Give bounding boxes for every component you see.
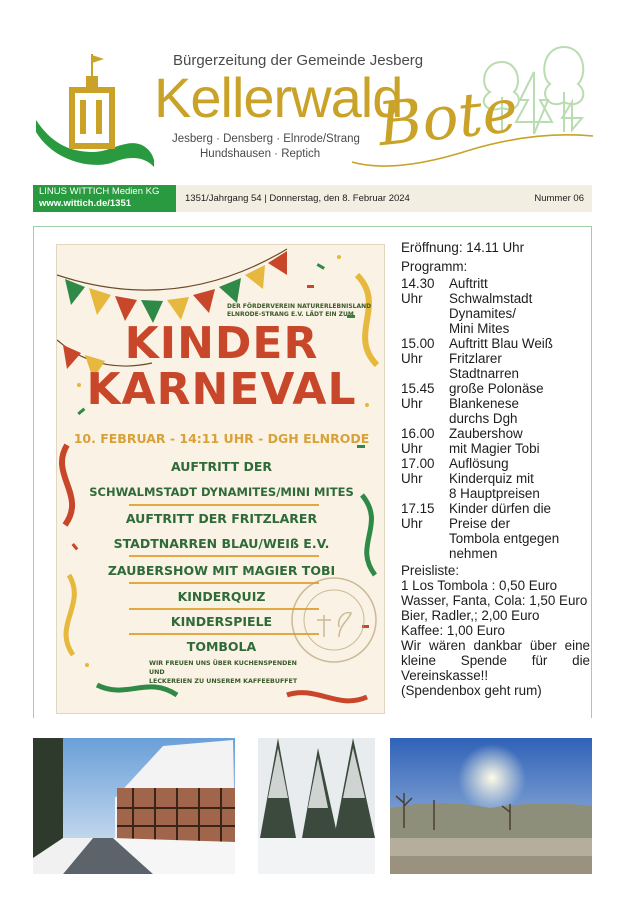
poster-footer-line-1: WIR FREUEN UNS ÜBER KUCHENSPENDEN UND bbox=[149, 660, 297, 676]
publisher-name: LINUS WITTICH Medien KG bbox=[39, 186, 160, 197]
closing-text: Wir wären dankbar über eine kleine Spende für die Vereinskasse!! bbox=[401, 638, 590, 683]
poster-headline-2: KARNEVAL bbox=[86, 364, 357, 415]
villages-line-2: Hundshausen · Reptich bbox=[200, 148, 321, 160]
publisher-website[interactable]: www.wittich.de/1351 bbox=[39, 198, 132, 209]
program-uhr: Uhr bbox=[401, 441, 423, 456]
program-time: 17.00 bbox=[401, 456, 435, 471]
program-desc: Kinderquiz mit bbox=[449, 471, 534, 486]
masthead-title-script: Bote bbox=[374, 75, 522, 161]
poster-line-5: ZAUBERSHOW MIT MAGIER TOBI bbox=[107, 563, 336, 578]
issue-bar bbox=[176, 185, 592, 212]
half-timbered-house-winter-photo bbox=[33, 738, 235, 874]
program-desc: große Polonäse bbox=[449, 381, 544, 396]
price-item: Bier, Radler,; 2,00 Euro bbox=[401, 608, 540, 623]
price-item: Kaffee: 1,00 Euro bbox=[401, 623, 505, 638]
closing-note: (Spendenbox geht rum) bbox=[401, 683, 542, 698]
article-text bbox=[401, 240, 590, 698]
program-desc: Dynamites/ bbox=[449, 306, 516, 321]
program-desc: Mini Mites bbox=[449, 321, 510, 336]
poster-line-8: TOMBOLA bbox=[186, 639, 257, 654]
masthead bbox=[0, 0, 625, 182]
program-desc: Kinder dürfen die bbox=[449, 501, 551, 516]
villages-line-1: Jesberg · Densberg · Elnrode/Strang bbox=[172, 133, 360, 145]
poster-verein-text bbox=[227, 303, 382, 319]
opening-time: Eröffnung: 14.11 Uhr bbox=[401, 240, 525, 255]
program-uhr: Uhr bbox=[401, 351, 423, 366]
winter-sun-field-photo bbox=[390, 738, 592, 874]
program-heading: Programm: bbox=[401, 259, 468, 274]
program-time: 15.45 bbox=[401, 381, 435, 396]
program-item bbox=[401, 501, 590, 561]
castle-tower-icon bbox=[34, 52, 156, 167]
program-desc: durchs Dgh bbox=[449, 411, 518, 426]
program-item bbox=[401, 336, 590, 381]
event-poster bbox=[56, 244, 385, 714]
snowy-forest-photo bbox=[258, 738, 375, 874]
program-uhr: Uhr bbox=[401, 396, 423, 411]
program-desc: mit Magier Tobi bbox=[449, 441, 540, 456]
prices-heading: Preisliste: bbox=[401, 563, 460, 578]
poster-line-7: KINDERSPIELE bbox=[170, 614, 273, 629]
poster-line-2: SCHWALMSTADT DYNAMITES/MINI MITES bbox=[89, 485, 354, 499]
program-uhr: Uhr bbox=[401, 471, 423, 486]
program-desc: Zaubershow bbox=[449, 426, 523, 441]
program-desc: 8 Hauptpreisen bbox=[449, 486, 540, 501]
poster-line-6: KINDERQUIZ bbox=[177, 589, 266, 604]
program-desc: Auftritt bbox=[449, 276, 488, 291]
program-desc: Fritzlarer bbox=[449, 351, 502, 366]
program-uhr: Uhr bbox=[401, 291, 423, 306]
publisher-box bbox=[33, 185, 176, 212]
poster-rule bbox=[129, 504, 319, 506]
program-uhr: Uhr bbox=[401, 516, 423, 531]
price-item: Wasser, Fanta, Cola: 1,50 Euro bbox=[401, 593, 588, 608]
masthead-subtitle: Bürgerzeitung der Gemeinde Jesberg bbox=[173, 52, 424, 69]
poster-rule bbox=[129, 555, 319, 557]
issue-number: Nummer 06 bbox=[534, 193, 584, 204]
poster-verein-line-2: ELNRODE-STRANG E.V. LÄDT EIN ZUM bbox=[227, 311, 354, 318]
price-item: 1 Los Tombola : 0,50 Euro bbox=[401, 578, 558, 593]
poster-line-3: AUFTRITT DER FRITZLARER bbox=[125, 511, 318, 526]
program-desc: Preise der bbox=[449, 516, 511, 531]
program-desc: Auflösung bbox=[449, 456, 509, 471]
poster-line-4: STADTNARREN BLAU/WEIß E.V. bbox=[113, 536, 330, 551]
program-item bbox=[401, 276, 590, 336]
poster-line-1: AUFTRITT DER bbox=[170, 459, 272, 474]
program-desc: Stadtnarren bbox=[449, 366, 519, 381]
vereinsstempel-icon bbox=[289, 575, 379, 665]
poster-headline-1: KINDER bbox=[124, 318, 319, 369]
program-desc: nehmen bbox=[449, 546, 498, 561]
program-desc: Schwalmstadt bbox=[449, 291, 533, 306]
program-desc: Auftritt Blau Weiß bbox=[449, 336, 553, 351]
program-item bbox=[401, 426, 590, 456]
poster-verein-line-1: DER FÖRDERVEREIN NATURERLEBNISLAND bbox=[227, 303, 372, 310]
poster-footer-line-2: LECKEREIEN ZU UNSEREM KAFFEEBUFFET bbox=[149, 678, 298, 685]
program-desc: Blankenese bbox=[449, 396, 519, 411]
program-desc: Tombola entgegen bbox=[449, 531, 560, 546]
program-item bbox=[401, 456, 590, 501]
program-time: 15.00 bbox=[401, 336, 435, 351]
poster-footer bbox=[149, 659, 299, 686]
program-time: 16.00 bbox=[401, 426, 435, 441]
program-item bbox=[401, 381, 590, 426]
issue-info: 1351/Jahrgang 54 | Donnerstag, den 8. Februar 2024 bbox=[185, 193, 410, 204]
program-time: 17.15 bbox=[401, 501, 435, 516]
program-time: 14.30 bbox=[401, 276, 435, 291]
poster-date-line: 10. FEBRUAR - 14:11 UHR - DGH ELNRODE bbox=[73, 431, 370, 446]
masthead-title: Kellerwald bbox=[154, 66, 403, 129]
